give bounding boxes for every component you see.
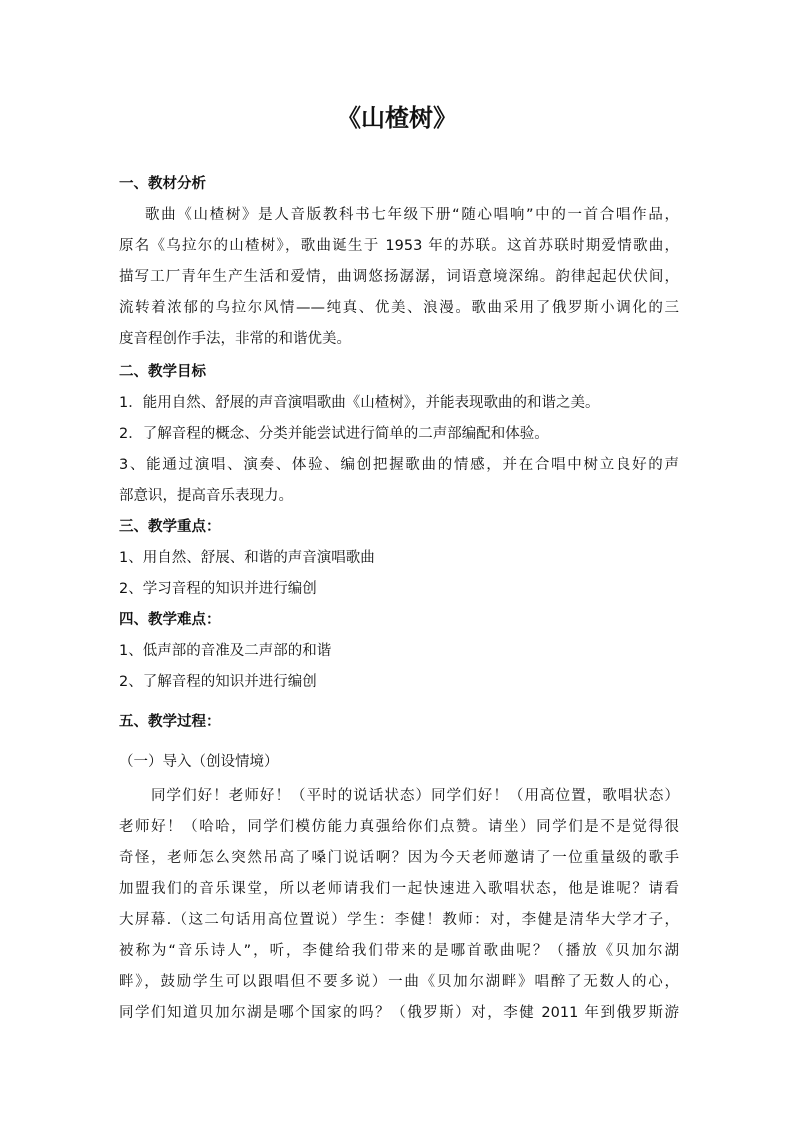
paragraph-line: 同学们好！老师好！（平时的说话状态）同学们好！（用高位置，歌唱状态） xyxy=(151,788,679,804)
paragraph-line: 流转着浓郁的乌拉尔风情——纯真、优美、浪漫。歌曲采用了俄罗斯小调化的三 xyxy=(119,300,679,316)
paragraph-line: 大屏幕.（这二句话用高位置说）学生：李健！教师：对，李健是清华大学才子， xyxy=(119,912,679,928)
paragraph-line: 歌曲《山楂树》是人音版教科书七年级下册“随心唱响”中的一首合唱作品， xyxy=(145,207,679,223)
list-item: 1、低声部的音准及二声部的和谐 xyxy=(119,643,332,659)
paragraph-line: 被称为“音乐诗人”，听，李健给我们带来的是哪首歌曲呢？（播放《贝加尔湖 xyxy=(119,943,679,959)
list-item: 2．了解音程的概念、分类并能尝试进行简单的二声部编配和体验。 xyxy=(119,426,549,442)
paragraph-line: 畔》，鼓励学生可以跟唱但不要多说）一曲《贝加尔湖畔》唱醉了无数人的心， xyxy=(119,974,679,990)
paragraph-line: 描写工厂青年生产生活和爱情，曲调悠扬潺潺，词语意境深绵。韵律起起伏伏间， xyxy=(119,269,679,285)
section-heading: 二、教学目标 xyxy=(119,364,206,380)
list-item: 2、了解音程的知识并进行编创 xyxy=(119,674,317,690)
paragraph-line: 同学们知道贝加尔湖是哪个国家的吗？（俄罗斯）对，李健 2011 年到俄罗斯游 xyxy=(119,1005,679,1021)
paragraph-line: 加盟我们的音乐课堂，所以老师请我们一起快速进入歌唱状态，他是谁呢？请看 xyxy=(119,881,679,897)
list-item: 2、学习音程的知识并进行编创 xyxy=(119,581,317,597)
section-heading: 五、教学过程： xyxy=(119,714,221,730)
list-item: 1、用自然、舒展、和谐的声音演唱歌曲 xyxy=(119,550,375,566)
document-title: 《山楂树》 xyxy=(337,104,457,132)
section-heading: 三、教学重点： xyxy=(119,519,221,535)
paragraph-line: 原名《乌拉尔的山楂树》，歌曲诞生于 1953 年的苏联。这首苏联时期爱情歌曲， xyxy=(119,238,679,254)
list-item: 1．能用自然、舒展的声音演唱歌曲《山楂树》，并能表现歌曲的和谐之美。 xyxy=(119,395,600,411)
list-item: 部意识，提高音乐表现力。 xyxy=(119,488,293,504)
list-item: 3、能通过演唱、演奏、体验、编创把握歌曲的情感，并在合唱中树立良好的声 xyxy=(119,457,679,473)
paragraph-line: 度音程创作手法，非常的和谐优美。 xyxy=(119,331,351,347)
subsection-heading: （一）导入（创设情境） xyxy=(119,754,279,770)
section-heading: 一、教材分析 xyxy=(119,176,206,192)
paragraph-line: 老师好！（哈哈，同学们模仿能力真强给你们点赞。请坐）同学们是不是觉得很 xyxy=(119,819,679,835)
section-heading: 四、教学难点： xyxy=(119,612,221,628)
paragraph-line: 奇怪，老师怎么突然吊高了嗓门说话啊？因为今天老师邀请了一位重量级的歌手 xyxy=(119,850,679,866)
